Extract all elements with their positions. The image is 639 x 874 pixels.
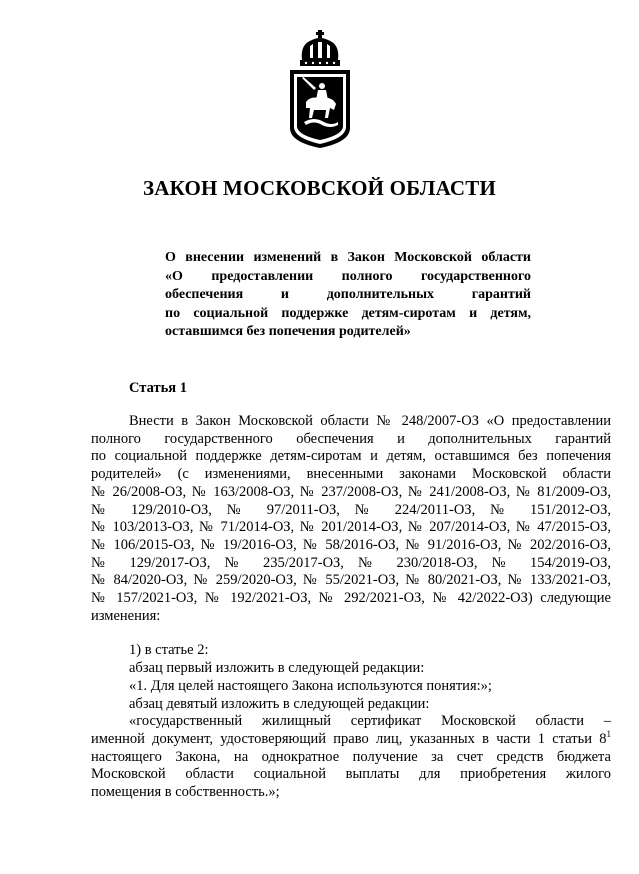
paragraph-line: № 103/2013-ОЗ, № 71/2014-ОЗ, № 201/2014-ОЗ, № 207/2014-ОЗ, № 47/2015-ОЗ,: [91, 519, 611, 536]
item-heading: 1) в статье 2:: [129, 642, 209, 659]
quote-line: [91, 728, 611, 749]
paragraph-line: Внести в Закон Московской области № 248/2007-ОЗ «О предоставлении: [129, 413, 611, 429]
item-text: «1. Для целей настоящего Закона используются понятия:»;: [129, 677, 492, 694]
paragraph-line: № 106/2015-ОЗ, № 19/2016-ОЗ, № 58/2016-ОЗ, № 91/2016-ОЗ, № 202/2016-ОЗ,: [91, 536, 611, 553]
paragraph-line: родителей» (с изменениями, внесенными законами Московской области: [91, 466, 611, 483]
article-superscript: 1: [606, 728, 611, 739]
subject-line: обеспечения и дополнительных гарантий: [165, 287, 531, 303]
moscow-oblast-coat-of-arms: [284, 30, 356, 150]
paragraph-line: изменения:: [91, 607, 161, 624]
quote-line: настоящего Закона, на однократное получение за счет средств бюджета: [91, 748, 611, 765]
subject-line: О внесении изменений в Закон Московской области: [165, 250, 531, 265]
paragraph-line: по социальной поддержке детям-сиротам и детям, оставшимся без попечения: [91, 448, 611, 465]
article-body: [91, 413, 611, 802]
item-text: абзац девятый изложить в следующей редакции:: [129, 695, 430, 712]
paragraph-line: № 84/2020-ОЗ, № 259/2020-ОЗ, № 55/2021-ОЗ, № 80/2021-ОЗ, № 133/2021-ОЗ,: [91, 572, 611, 589]
quote-line: помещения в собственность.»;: [91, 784, 280, 801]
paragraph-gap: [91, 625, 611, 642]
subject-line: по социальной поддержке детям-сиротам и детям,: [165, 305, 531, 321]
subject-line: «О предоставлении полного государственного: [165, 268, 531, 284]
paragraph-line: № 157/2021-ОЗ, № 192/2021-ОЗ, № 292/2021-ОЗ, № 42/2022-ОЗ) следующие: [91, 590, 611, 607]
subject-line: оставшимся без попечения родителей»: [165, 324, 411, 340]
paragraph-line: полного государственного обеспечения и дополнительных гарантий: [91, 430, 611, 447]
quote-line-text: именной документ, удостоверяющий право лиц, указанных в части 1 статьи 8: [91, 730, 607, 747]
law-subject: [165, 249, 531, 342]
quote-line: «государственный жилищный сертификат Московской области –: [129, 713, 611, 730]
quote-line: Московской области социальной выплаты для приобретения жилого: [91, 766, 611, 783]
item-text: абзац первый изложить в следующей редакции:: [129, 660, 425, 677]
paragraph-line: № 26/2008-ОЗ, № 163/2008-ОЗ, № 237/2008-ОЗ, № 241/2008-ОЗ, № 81/2009-ОЗ,: [91, 483, 611, 500]
paragraph-line: № 129/2017-ОЗ, № 235/2017-ОЗ, № 230/2018-ОЗ, № 154/2019-ОЗ,: [91, 554, 611, 571]
article-heading: Статья 1: [129, 380, 187, 396]
paragraph-line: № 129/2010-ОЗ, № 97/2011-ОЗ, № 224/2011-ОЗ, № 151/2012-ОЗ,: [91, 501, 611, 518]
law-title: ЗАКОН МОСКОВСКОЙ ОБЛАСТИ: [142, 176, 497, 200]
